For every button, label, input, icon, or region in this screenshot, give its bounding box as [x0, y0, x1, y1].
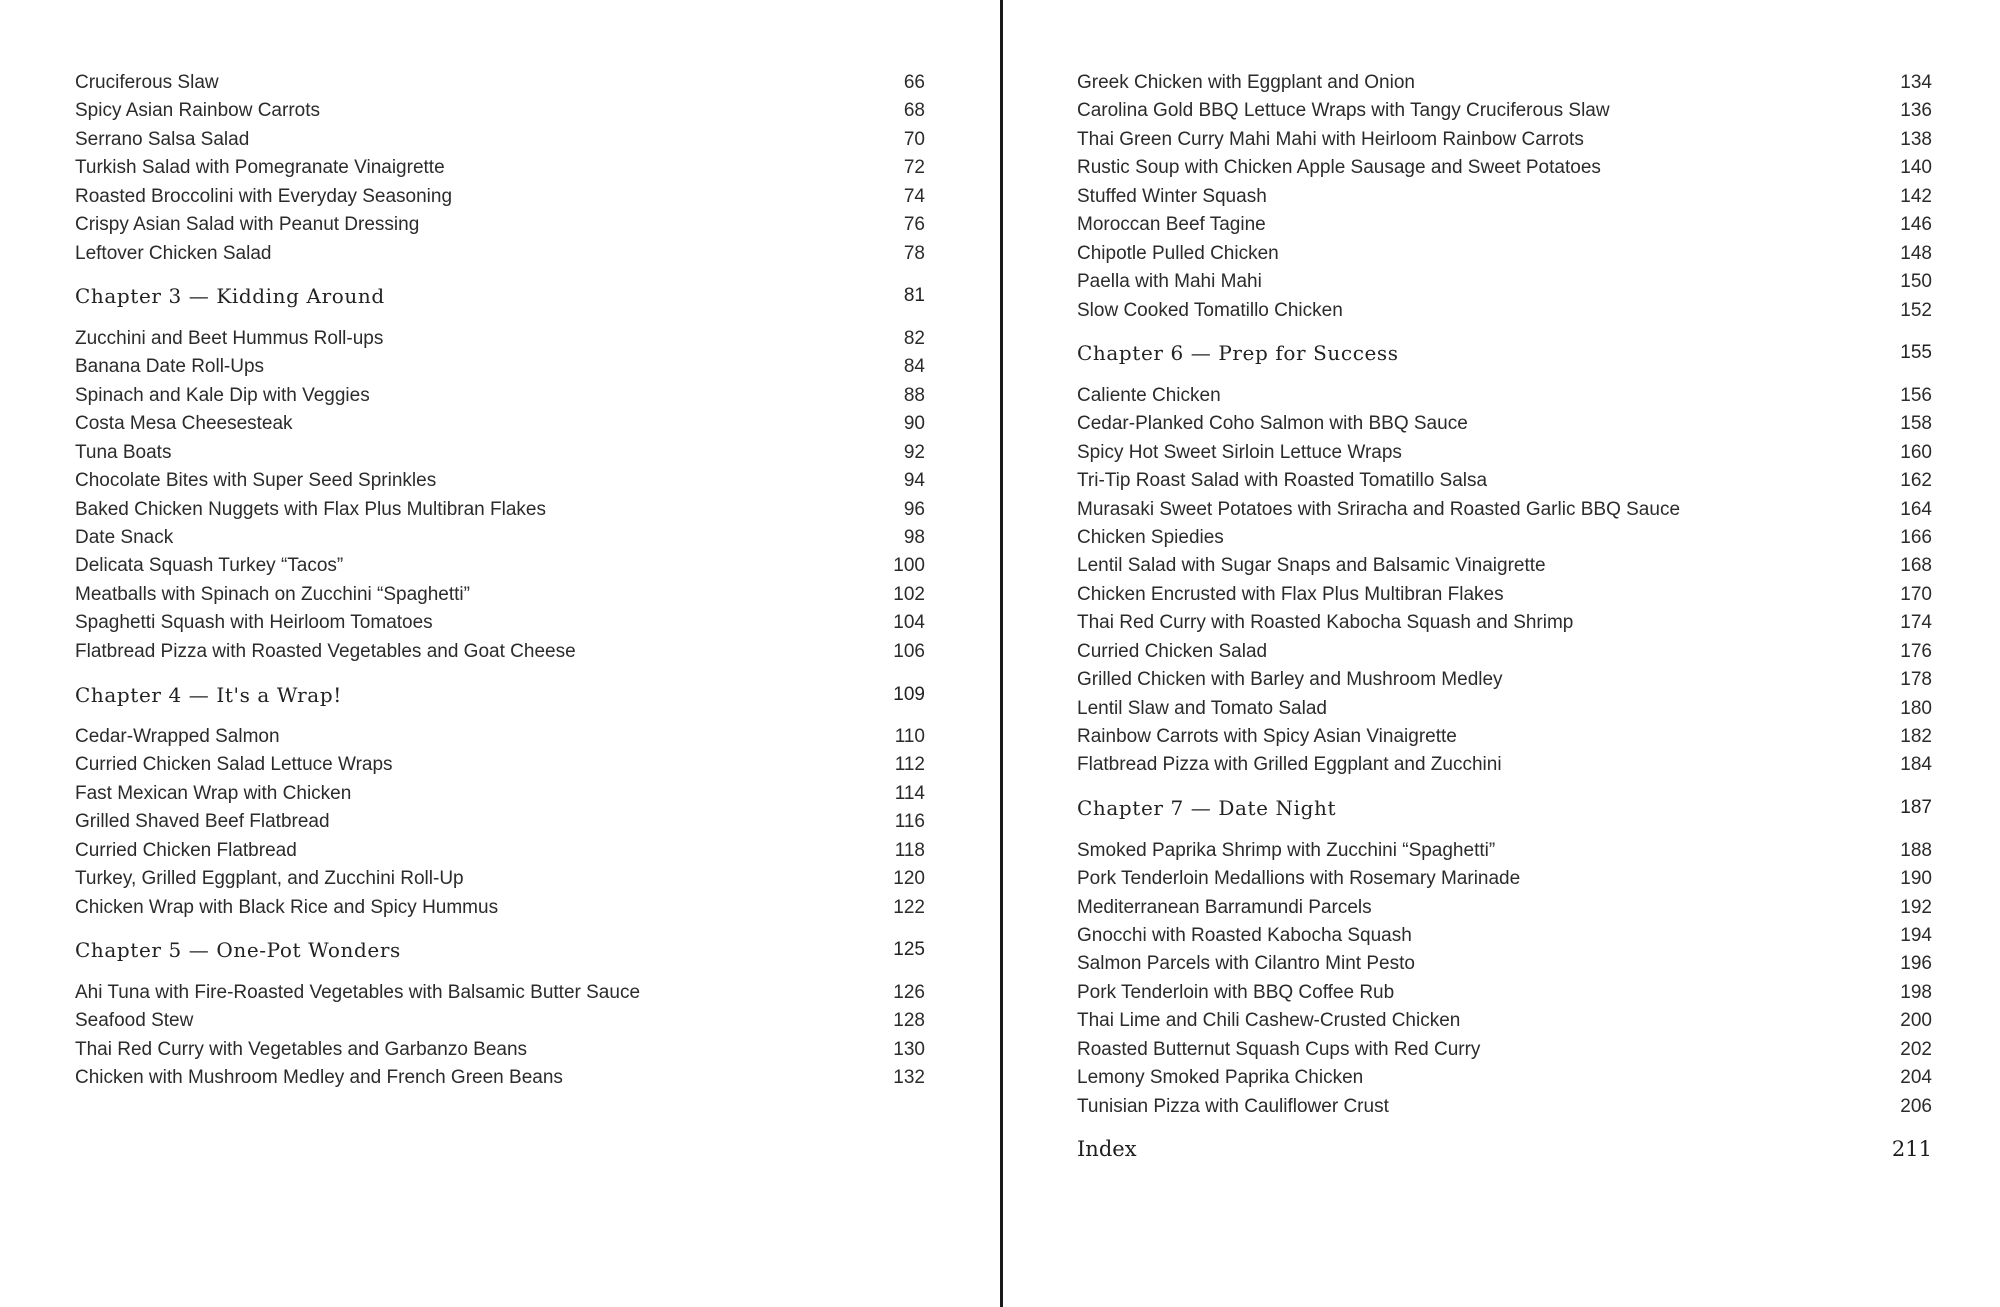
toc-entry-title: Cruciferous Slaw: [75, 72, 219, 93]
toc-entry-page-number: 66: [903, 72, 925, 93]
toc-entry-title: Chocolate Bites with Super Seed Sprinkles: [75, 470, 437, 492]
toc-entry-page-number: 174: [1900, 612, 1932, 634]
toc-entry: [75, 1064, 925, 1092]
toc-entry-title: Curried Chicken Salad: [1077, 640, 1268, 662]
toc-entry-title: Crispy Asian Salad with Peanut Dressing: [75, 214, 420, 236]
toc-entry-title: Tri-Tip Roast Salad with Roasted Tomatillo Salsa: [1077, 470, 1488, 492]
toc-entry-page-number: 136: [1900, 100, 1932, 122]
toc-entry-page-number: 180: [1900, 697, 1932, 719]
toc-entry-page-number: 184: [1900, 754, 1932, 776]
chapter-heading-title: Chapter 5 — One-Pot Wonders: [75, 938, 401, 963]
toc-entry-title: Roasted Butternut Squash Cups with Red Curry: [1077, 1038, 1481, 1060]
toc-entry: [75, 240, 925, 268]
right-page: [1004, 0, 2000, 1307]
toc-entry-page-number: 156: [1900, 384, 1932, 406]
toc-entry-page-number: 170: [1900, 583, 1932, 605]
toc-entry: [75, 723, 925, 751]
toc-entry: [1077, 609, 1932, 637]
toc-entry: [75, 97, 925, 125]
toc-entry: [75, 638, 925, 666]
toc-entry-title: Spicy Asian Rainbow Carrots: [75, 100, 320, 122]
toc-entry-title: Chicken Wrap with Black Rice and Spicy Hummus: [75, 896, 499, 918]
toc-entry-page-number: 200: [1900, 1010, 1932, 1032]
toc-entry: [1077, 240, 1932, 268]
toc-entry-page-number: 84: [903, 356, 925, 378]
toc-entry-title: Chipotle Pulled Chicken: [1077, 242, 1279, 264]
toc-entry: [75, 467, 925, 495]
toc-entry-page-number: 106: [893, 640, 925, 662]
toc-entry-page-number: 110: [894, 725, 925, 747]
toc-entry: [1077, 69, 1932, 97]
toc-entry-title: Thai Red Curry with Roasted Kabocha Squash and Shrimp: [1077, 612, 1574, 634]
toc-entry-title: Curried Chicken Salad Lettuce Wraps: [75, 754, 393, 776]
toc-entry-title: Chicken with Mushroom Medley and French Green Beans: [75, 1067, 563, 1089]
toc-entry-title: Carolina Gold BBQ Lettuce Wraps with Tangy Cruciferous Slaw: [1077, 100, 1610, 122]
toc-entry-page-number: 160: [1900, 441, 1932, 463]
toc-entry-page-number: 166: [1900, 526, 1932, 548]
toc-entry-title: Murasaki Sweet Potatoes with Sriracha and Roasted Garlic BBQ Sauce: [1077, 498, 1681, 520]
toc-entry: [1077, 382, 1932, 410]
toc-entry-page-number: 132: [893, 1067, 925, 1089]
toc-column-right: [1077, 69, 1932, 1164]
toc-entry-page-number: 182: [1900, 726, 1932, 747]
toc-entry-title: Rainbow Carrots with Spicy Asian Vinaigrette: [1077, 726, 1457, 747]
toc-entry-title: Turkish Salad with Pomegranate Vinaigrette: [75, 157, 445, 179]
toc-entry-page-number: 78: [903, 242, 925, 264]
toc-entry-page-number: 96: [903, 498, 925, 520]
toc-entry-page-number: 122: [893, 896, 925, 918]
toc-entry: [75, 382, 925, 410]
toc-entry-title: Banana Date Roll-Ups: [75, 356, 265, 378]
toc-entry-title: Costa Mesa Cheesesteak: [75, 413, 293, 435]
toc-entry: [75, 837, 925, 865]
toc-entry: [1077, 1064, 1932, 1092]
chapter-heading-title: Chapter 6 — Prep for Success: [1077, 341, 1399, 366]
toc-entry-title: Zucchini and Beet Hummus Roll-ups: [75, 327, 384, 349]
toc-entry: [1077, 126, 1932, 154]
toc-entry: [75, 894, 925, 922]
toc-entry: [1077, 552, 1932, 580]
toc-entry-page-number: 94: [903, 470, 925, 492]
toc-entry: [1077, 439, 1932, 467]
toc-entry: [75, 211, 925, 239]
toc-entry-page-number: 126: [893, 981, 925, 1003]
toc-column-left: [75, 69, 925, 1093]
toc-entry-title: Lentil Slaw and Tomato Salad: [1077, 697, 1327, 719]
toc-entry-page-number: 152: [1900, 299, 1932, 321]
toc-entry: [1077, 211, 1932, 239]
toc-entry-title: Spicy Hot Sweet Sirloin Lettuce Wraps: [1077, 441, 1402, 463]
toc-entry-page-number: 120: [893, 868, 925, 890]
toc-entry: [75, 69, 925, 97]
toc-entry-title: Serrano Salsa Salad: [75, 128, 250, 150]
toc-entry-title: Flatbread Pizza with Roasted Vegetables and Goat Cheese: [75, 640, 576, 662]
toc-entry-title: Curried Chicken Flatbread: [75, 839, 297, 861]
toc-entry-title: Thai Red Curry with Vegetables and Garbanzo Beans: [75, 1038, 528, 1060]
toc-entry-page-number: 92: [903, 441, 925, 463]
toc-entry-title: Thai Green Curry Mahi Mahi with Heirloom Rainbow Carrots: [1077, 128, 1584, 150]
toc-entry-page-number: 128: [893, 1010, 925, 1032]
toc-entry-page-number: 158: [1900, 413, 1932, 435]
toc-entry: [1077, 183, 1932, 211]
toc-entry-title: Lentil Salad with Sugar Snaps and Balsamic Vinaigrette: [1077, 555, 1546, 577]
toc-entry-page-number: 104: [893, 612, 925, 634]
toc-entry-title: Thai Lime and Chili Cashew-Crusted Chicken: [1077, 1010, 1461, 1032]
toc-entry-title: Delicata Squash Turkey “Tacos”: [75, 555, 344, 577]
toc-entry-page-number: 72: [903, 157, 925, 179]
toc-entry: [1077, 297, 1932, 325]
toc-entry-title: Fast Mexican Wrap with Chicken: [75, 782, 352, 804]
toc-entry-title: Rustic Soup with Chicken Apple Sausage and Sweet Potatoes: [1077, 157, 1601, 179]
index-heading: [1077, 1135, 1932, 1163]
toc-entry-title: Paella with Mahi Mahi: [1077, 271, 1262, 293]
toc-entry: [75, 524, 925, 552]
toc-entry-title: Baked Chicken Nuggets with Flax Plus Multibran Flakes: [75, 498, 546, 520]
toc-entry-title: Stuffed Winter Squash: [1077, 185, 1267, 207]
toc-entry-title: Flatbread Pizza with Grilled Eggplant and Zucchini: [1077, 754, 1502, 776]
toc-entry-page-number: 196: [1900, 953, 1932, 975]
toc-entry-page-number: 114: [894, 782, 925, 804]
toc-entry: [1077, 666, 1932, 694]
toc-entry-title: Seafood Stew: [75, 1010, 194, 1032]
toc-entry-title: Smoked Paprika Shrimp with Zucchini “Spaghetti”: [1077, 839, 1496, 861]
toc-entry-page-number: 168: [1900, 555, 1932, 577]
toc-entry: [1077, 467, 1932, 495]
chapter-heading-page-number: 155: [1900, 342, 1932, 364]
toc-entry: [75, 609, 925, 637]
toc-entry-page-number: 116: [894, 811, 925, 833]
chapter-heading-page-number: 109: [893, 683, 925, 705]
toc-entry: [1077, 97, 1932, 125]
toc-entry-title: Spinach and Kale Dip with Veggies: [75, 384, 370, 406]
toc-entry-page-number: 202: [1900, 1038, 1932, 1060]
toc-entry-page-number: 134: [1900, 72, 1932, 93]
toc-entry: [1077, 695, 1932, 723]
toc-entry-page-number: 118: [894, 839, 925, 861]
toc-entry: [1077, 581, 1932, 609]
toc-entry-page-number: 148: [1900, 242, 1932, 264]
toc-entry: [1077, 154, 1932, 182]
toc-entry-title: Caliente Chicken: [1077, 384, 1221, 406]
toc-entry-page-number: 188: [1900, 839, 1932, 861]
toc-entry-title: Cedar-Wrapped Salmon: [75, 725, 280, 747]
toc-entry-title: Salmon Parcels with Cilantro Mint Pesto: [1077, 953, 1415, 975]
toc-entry-title: Grilled Chicken with Barley and Mushroom Medley: [1077, 669, 1503, 691]
toc-entry-title: Leftover Chicken Salad: [75, 242, 272, 264]
toc-entry: [1077, 723, 1932, 751]
toc-entry: [75, 1036, 925, 1064]
toc-entry: [1077, 979, 1932, 1007]
toc-entry: [1077, 496, 1932, 524]
toc-entry: [75, 780, 925, 808]
toc-entry: [75, 325, 925, 353]
toc-entry: [1077, 410, 1932, 438]
toc-entry-page-number: 74: [903, 185, 925, 207]
toc-entry-title: Date Snack: [75, 526, 174, 548]
toc-entry-title: Cedar-Planked Coho Salmon with BBQ Sauce: [1077, 413, 1468, 435]
toc-entry-page-number: 192: [1900, 896, 1932, 918]
toc-entry: [1077, 1007, 1932, 1035]
toc-entry: [1077, 950, 1932, 978]
toc-entry-page-number: 204: [1900, 1067, 1932, 1089]
toc-entry: [1077, 922, 1932, 950]
toc-entry-title: Spaghetti Squash with Heirloom Tomatoes: [75, 612, 433, 634]
toc-entry: [1077, 1036, 1932, 1064]
toc-entry-page-number: 76: [903, 214, 925, 236]
toc-entry: [75, 979, 925, 1007]
chapter-heading: [1077, 339, 1932, 367]
toc-entry: [1077, 865, 1932, 893]
toc-entry-page-number: 88: [903, 384, 925, 406]
toc-entry-title: Ahi Tuna with Fire-Roasted Vegetables with Balsamic Butter Sauce: [75, 981, 641, 1003]
toc-entry-title: Slow Cooked Tomatillo Chicken: [1077, 299, 1343, 321]
toc-entry-title: Roasted Broccolini with Everyday Seasoning: [75, 185, 453, 207]
toc-entry: [75, 353, 925, 381]
toc-entry-title: Pork Tenderloin with BBQ Coffee Rub: [1077, 981, 1395, 1003]
toc-entry-page-number: 100: [893, 555, 925, 577]
chapter-heading-title: Chapter 4 — It's a Wrap!: [75, 682, 342, 707]
toc-entry-page-number: 190: [1900, 868, 1932, 890]
toc-entry: [1077, 751, 1932, 779]
toc-entry-page-number: 150: [1900, 271, 1932, 293]
toc-entry: [75, 183, 925, 211]
chapter-heading-page-number: 81: [903, 285, 925, 307]
toc-entry-page-number: 102: [893, 583, 925, 605]
chapter-heading-title: Chapter 7 — Date Night: [1077, 796, 1337, 821]
toc-entry: [75, 552, 925, 580]
toc-entry: [1077, 524, 1932, 552]
toc-entry-page-number: 178: [1900, 669, 1932, 691]
chapter-heading: [1077, 794, 1932, 822]
toc-entry-page-number: 68: [903, 100, 925, 122]
toc-entry: [1077, 837, 1932, 865]
toc-entry: [1077, 1093, 1932, 1121]
toc-entry-page-number: 138: [1900, 128, 1932, 150]
toc-entry-page-number: 164: [1900, 498, 1932, 520]
toc-entry-title: Pork Tenderloin Medallions with Rosemary Marinade: [1077, 868, 1521, 890]
toc-entry-title: Chicken Spiedies: [1077, 526, 1224, 548]
toc-entry-page-number: 90: [903, 413, 925, 435]
toc-entry: [75, 1007, 925, 1035]
toc-entry-page-number: 146: [1900, 214, 1932, 236]
toc-entry-page-number: 130: [893, 1038, 925, 1060]
toc-entry: [1077, 268, 1932, 296]
toc-entry: [75, 410, 925, 438]
toc-entry-page-number: 162: [1900, 470, 1932, 492]
toc-entry-page-number: 142: [1900, 185, 1932, 207]
toc-entry-title: Meatballs with Spinach on Zucchini “Spaghetti”: [75, 583, 470, 605]
toc-entry-page-number: 70: [903, 128, 925, 150]
toc-entry-title: Chicken Encrusted with Flax Plus Multibran Flakes: [1077, 583, 1504, 605]
chapter-heading: [75, 936, 925, 964]
toc-entry: [75, 751, 925, 779]
toc-entry-title: Tuna Boats: [75, 441, 172, 463]
toc-entry: [1077, 894, 1932, 922]
toc-entry: [75, 581, 925, 609]
toc-entry: [75, 496, 925, 524]
chapter-heading-page-number: 187: [1900, 797, 1932, 819]
page-gutter-divider: [1000, 0, 1003, 1307]
index-heading-page-number: 211: [1891, 1137, 1932, 1162]
toc-entry-page-number: 98: [903, 526, 925, 548]
chapter-heading-title: Chapter 3 — Kidding Around: [75, 284, 385, 309]
toc-entry-title: Tunisian Pizza with Cauliflower Crust: [1077, 1095, 1389, 1117]
index-heading-title: Index: [1077, 1137, 1137, 1162]
chapter-heading: [75, 680, 925, 708]
toc-entry-title: Turkey, Grilled Eggplant, and Zucchini Roll-Up: [75, 868, 464, 890]
toc-entry: [75, 808, 925, 836]
toc-entry-page-number: 198: [1900, 981, 1932, 1003]
toc-entry-page-number: 176: [1900, 640, 1932, 662]
toc-entry-page-number: 194: [1900, 925, 1932, 946]
toc-entry-title: Grilled Shaved Beef Flatbread: [75, 811, 330, 833]
toc-entry-page-number: 82: [903, 327, 925, 349]
toc-entry: [1077, 638, 1932, 666]
toc-entry-page-number: 112: [894, 754, 925, 776]
toc-entry: [75, 126, 925, 154]
toc-entry-title: Lemony Smoked Paprika Chicken: [1077, 1067, 1364, 1089]
toc-entry-page-number: 206: [1900, 1095, 1932, 1117]
toc-entry: [75, 154, 925, 182]
toc-entry-title: Mediterranean Barramundi Parcels: [1077, 896, 1372, 918]
toc-entry-title: Gnocchi with Roasted Kabocha Squash: [1077, 925, 1412, 946]
toc-entry-page-number: 140: [1900, 157, 1932, 179]
toc-entry-title: Greek Chicken with Eggplant and Onion: [1077, 72, 1415, 93]
chapter-heading: [75, 282, 925, 310]
toc-entry-title: Moroccan Beef Tagine: [1077, 214, 1266, 236]
toc-entry: [75, 865, 925, 893]
chapter-heading-page-number: 125: [893, 939, 925, 961]
toc-entry: [75, 439, 925, 467]
